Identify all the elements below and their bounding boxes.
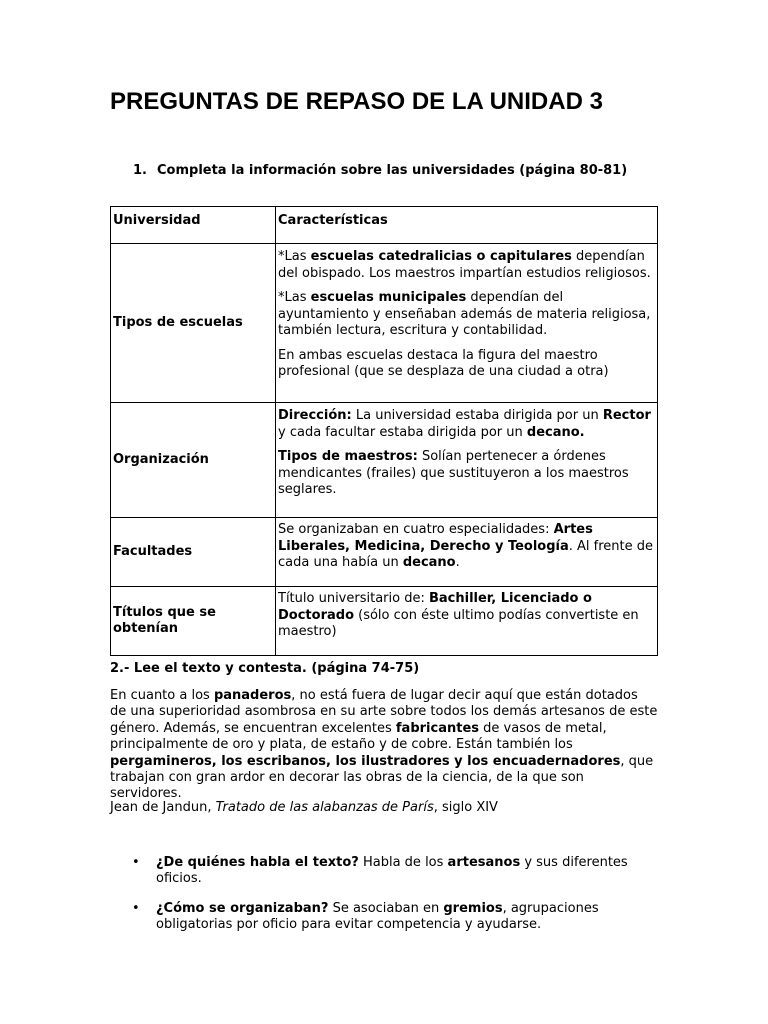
text-run: , agrupaciones obligatorias por oficio para evitar competencia y ayudarse. — [156, 900, 599, 933]
page-title: PREGUNTAS DE REPASO DE LA UNIDAD 3 — [110, 88, 603, 115]
bold-text: Dirección: — [278, 408, 352, 423]
text-run: dependían del obispado. Los maestros impartían estudios religiosos. — [278, 249, 651, 281]
bullet-icon: • — [132, 900, 140, 916]
answer-text — [156, 901, 599, 932]
bold-text: ¿De quiénes habla el texto? — [156, 855, 359, 870]
cell-paragraph — [278, 522, 654, 572]
text-run: *Las — [278, 290, 311, 305]
text-run: *Las — [278, 249, 311, 264]
row-label: Facultades — [111, 518, 276, 587]
cell-paragraph — [278, 449, 654, 499]
bold-text: Bachiller, Licenciado o Doctorado — [278, 591, 592, 623]
text-run: Título universitario de: — [278, 591, 429, 606]
header-cell-universidad: Universidad — [111, 207, 276, 244]
cell-paragraph — [278, 249, 654, 282]
text-run: y cada facultar estaba dirigida por un — [278, 424, 527, 440]
bold-text: Rector — [602, 408, 651, 423]
cell-paragraph — [278, 290, 654, 340]
text-run: La universidad estaba dirigida por un — [351, 408, 603, 423]
text-run: (sólo con éste ultimo podías convertiste en maestro) — [278, 607, 639, 639]
row-label: Organización — [111, 403, 276, 518]
bold-text: ¿Cómo se organizaban? — [156, 900, 329, 916]
universities-table — [110, 206, 658, 656]
cell-paragraph — [278, 348, 654, 381]
cell-paragraph — [278, 591, 654, 641]
bold-text: decano. — [526, 424, 585, 440]
bold-text: gremios — [443, 900, 503, 916]
table-row — [111, 587, 658, 656]
source-century: , siglo XIV — [433, 800, 498, 815]
cell-paragraph — [278, 408, 654, 441]
reading-passage — [110, 688, 658, 803]
bold-text: fabricantes — [395, 720, 480, 736]
table-row — [111, 244, 658, 403]
source-work-title: Tratado de las alabanzas de París — [215, 800, 434, 815]
row-content — [276, 244, 658, 403]
question-1 — [133, 163, 627, 178]
table-row — [111, 403, 658, 518]
question-1-text: Completa la información sobre las universidades (página 80-81) — [157, 163, 628, 178]
bold-text: artesanos — [447, 855, 521, 870]
header-cell-caracteristicas: Características — [276, 207, 658, 244]
text-run: y sus diferentes oficios. — [156, 855, 628, 887]
question-2: 2.- Lee el texto y contesta. (página 74-75) — [110, 661, 420, 676]
bold-text: panaderos — [213, 688, 292, 703]
text-run: Se organizaban en cuatro especialidades: — [278, 522, 554, 537]
bold-text: escuelas municipales — [310, 290, 467, 305]
bullet-icon: • — [132, 855, 140, 870]
bold-text: escuelas catedralicias o capitulares — [310, 249, 572, 264]
answer-text — [156, 855, 628, 886]
source-author: Jean de Jandun, — [110, 800, 216, 815]
list-item — [110, 901, 658, 934]
text-run: , que trabajan con gran ardor en decorar las obras de la ciencia, de la que son servidores. — [110, 753, 654, 802]
text-run: . Al frente de cada una había un — [278, 538, 654, 570]
text-run: Se asociaban en — [328, 900, 444, 916]
text-run: En ambas escuelas destaca la figura del maestro profesional (que se desplaza de una ciudad a otra) — [278, 347, 609, 379]
passage-source — [110, 800, 498, 815]
list-item — [110, 855, 658, 888]
table-header-row — [111, 207, 658, 244]
bold-text: pergamineros, los escribanos, los ilustradores y los encuadernadores — [110, 753, 621, 769]
text-run: Habla de los — [358, 855, 448, 870]
bold-text: decano — [402, 555, 456, 570]
row-content — [276, 587, 658, 656]
text-run: En cuanto a los — [110, 688, 214, 703]
row-content — [276, 518, 658, 587]
text-run: Solían pertenecer a órdenes mendicantes (frailes) que sustituyeron a los maestros seglares. — [278, 449, 629, 497]
bold-text: Artes Liberales, Medicina, Derecho y Teología — [278, 522, 593, 554]
question-1-number: 1. — [133, 163, 147, 178]
text-run: , no está fuera de lugar decir aquí que están dotados de una superioridad asombrosa en su arte sobre todos los demás artesanos de este género. Además, se encuentran excelentes — [110, 688, 658, 736]
text-run: dependían del ayuntamiento y enseñaban además de materia religiosa, también lectura, escritura y contabilidad. — [278, 290, 651, 338]
row-label: Títulos que se obtenían — [111, 587, 276, 656]
row-content — [276, 403, 658, 518]
answers-list — [110, 855, 658, 947]
text-run: de vasos de metal, principalmente de oro y plata, de estaño y de cobre. Están también los — [110, 720, 607, 753]
text-run: . — [455, 555, 460, 570]
bold-text: Tipos de maestros: — [278, 449, 418, 464]
row-label: Tipos de escuelas — [111, 244, 276, 403]
table-row — [111, 518, 658, 587]
